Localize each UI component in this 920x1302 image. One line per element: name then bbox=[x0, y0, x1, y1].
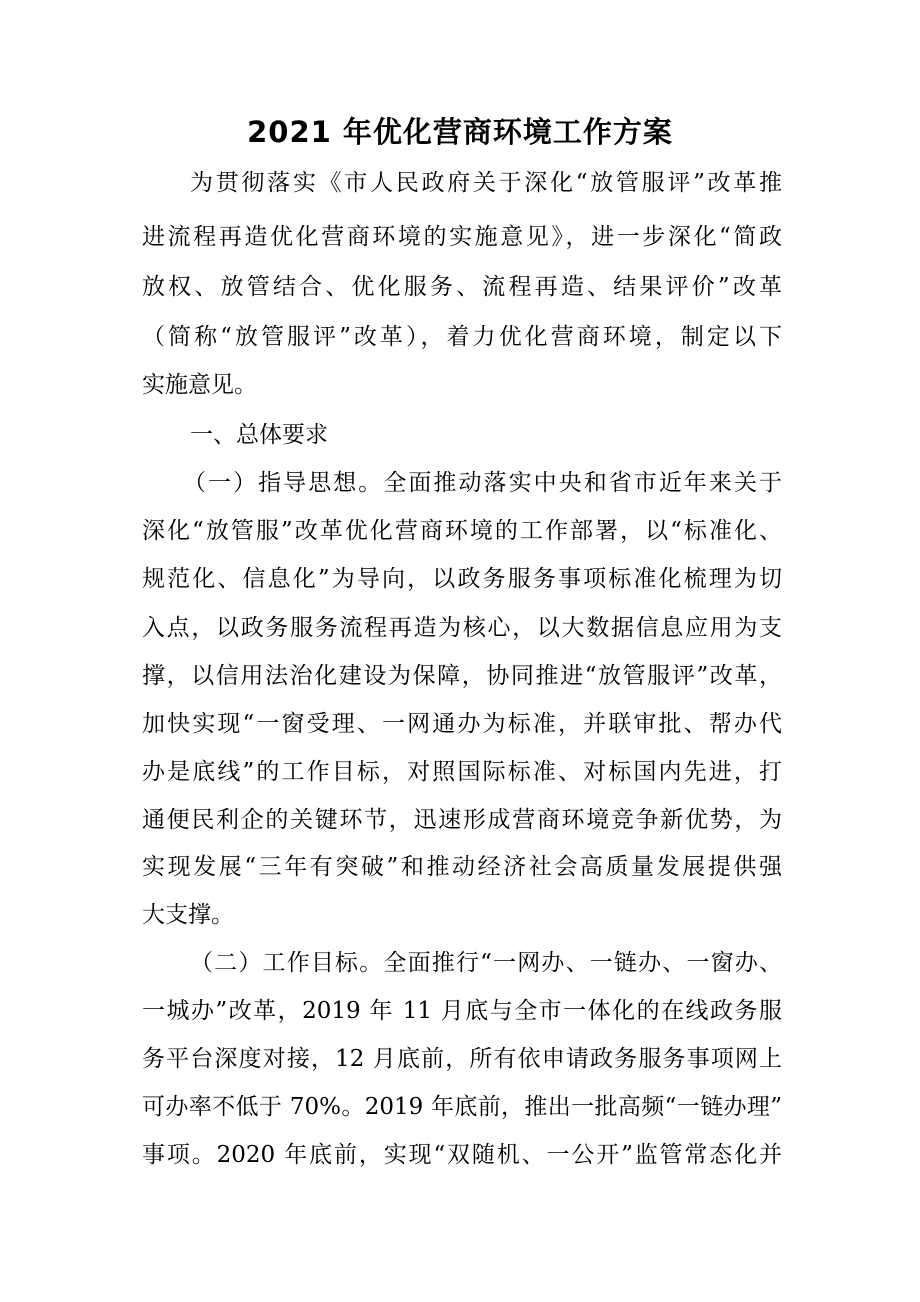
paragraph-line: 为贯彻落实《市人民政府关于深化“放管服评”改革推 bbox=[190, 170, 782, 196]
paragraph-line: （二）工作目标。全面推行“一网办、一链办、一窗办、 bbox=[190, 950, 782, 976]
paragraph-line: 进流程再造优化营商环境的实施意见》，进一步深化“简政 bbox=[142, 224, 782, 250]
paragraph-line: 务平台深度对接，12 月底前，所有依申请政务服务事项网上 bbox=[142, 1046, 782, 1072]
paragraph-line: 撑，以信用法治化建设为保障，协同推进“放管服评”改革， bbox=[142, 663, 782, 689]
paragraph-line: 办是底线”的工作目标，对照国际标准、对标国内先进，打 bbox=[142, 759, 782, 785]
paragraph-line: 实现发展“三年有突破”和推动经济社会高质量发展提供强 bbox=[142, 854, 782, 880]
paragraph-line: 事项。2020 年底前，实现“双随机、一公开”监管常态化并 bbox=[142, 1142, 782, 1168]
paragraph-line: 通便民利企的关键环节，迅速形成营商环境竞争新优势，为 bbox=[142, 807, 782, 833]
paragraph-line: （简称“放管服评”改革），着力优化营商环境，制定以下 bbox=[142, 324, 782, 350]
paragraph-line: 放权、放管结合、优化服务、流程再造、结果评价”改革 bbox=[142, 274, 782, 300]
paragraph-line: 一城办”改革，2019 年 11 月底与全市一体化的在线政务服 bbox=[142, 998, 782, 1024]
paragraph-line: 实施意见。 bbox=[142, 372, 257, 398]
paragraph-line: 入点，以政务服务流程再造为核心，以大数据信息应用为支 bbox=[142, 615, 782, 641]
paragraph-line: 加快实现“一窗受理、一网通办为标准，并联审批、帮办代 bbox=[142, 711, 782, 737]
section-heading: 一、总体要求 bbox=[190, 422, 328, 448]
paragraph-line: 深化“放管服”改革优化营商环境的工作部署，以“标准化、 bbox=[142, 518, 782, 544]
paragraph-line: 大支撑。 bbox=[142, 902, 234, 928]
paragraph-line: 规范化、信息化”为导向，以政务服务事项标准化梳理为切 bbox=[142, 566, 782, 592]
paragraph-line: （一）指导思想。全面推动落实中央和省市近年来关于 bbox=[183, 470, 782, 496]
document-title: 2021 年优化营商环境工作方案 bbox=[247, 115, 673, 149]
paragraph-line: 可办率不低于 70%。2019 年底前，推出一批高频“一链办理” bbox=[142, 1094, 782, 1120]
